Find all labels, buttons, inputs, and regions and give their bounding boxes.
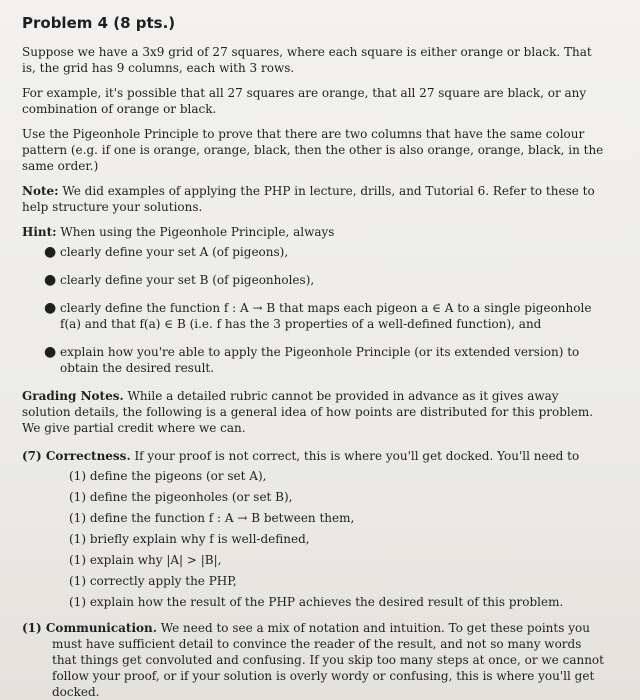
note-paragraph bbox=[22, 183, 606, 215]
communication-text: We need to see a mix of notation and intuition. To get these points you must have sufficient detail to convince the reader of the result, and not so many words that things get convoluted and confusing. If you skip too many steps at once, or we cannot follow your proof, or if your solution is overly wordy or confusing, this is where you'll get docked. bbox=[52, 621, 604, 699]
hint-bullet: ● explain how you're able to apply the Pigeonhole Principle (or its extended version) to obtain the desired result. bbox=[44, 344, 580, 375]
bullet-icon: ● bbox=[44, 244, 57, 260]
intro-paragraph-3: Use the Pigeonhole Principle to prove that there are two columns that have the same colour pattern (e.g. if one is orange, orange, black, then the other is also orange, orange, black, in the same order.) bbox=[22, 127, 604, 173]
correctness-heading bbox=[22, 448, 606, 464]
intro-paragraph-2: For example, it's possible that all 27 squares are orange, that all 27 square are black, or any combination of orange or black. bbox=[22, 86, 587, 116]
bullet-icon: ● bbox=[44, 344, 57, 360]
correctness-item: (1) explain how the result of the PHP achieves the desired result of this problem. bbox=[69, 595, 564, 609]
correctness-item: (1) explain why |A| > |B|, bbox=[69, 553, 222, 567]
grading-notes-paragraph bbox=[22, 388, 606, 436]
problem-title: Problem 4 (8 pts.) bbox=[22, 14, 176, 32]
correctness-item: (1) briefly explain why f is well-defined, bbox=[69, 532, 310, 546]
correctness-text: If your proof is not correct, this is where you'll get docked. You'll need to bbox=[130, 449, 580, 463]
correctness-item: (1) define the pigeons (or set A), bbox=[69, 469, 267, 483]
correctness-label: (7) Correctness. bbox=[22, 449, 131, 463]
note-text: We did examples of applying the PHP in lecture, drills, and Tutorial 6. Refer to these to help structure your solutions. bbox=[22, 184, 595, 214]
hint-paragraph bbox=[22, 224, 606, 240]
hint-bullet: ● clearly define your set A (of pigeons), bbox=[44, 244, 289, 260]
grading-label: Grading Notes. bbox=[22, 389, 124, 403]
hint-bullet-list bbox=[22, 244, 606, 376]
communication-label: (1) Communication. bbox=[22, 621, 157, 635]
correctness-item: (1) correctly apply the PHP, bbox=[69, 574, 237, 588]
note-label: Note: bbox=[22, 184, 59, 198]
hint-bullet: ● clearly define the function f : A → B that maps each pigeon a ∈ A to a single pigeonhole f(a) and that f(a) ∈ B (i.e. f has the 3 properties of a well-defined function), and bbox=[44, 300, 592, 331]
correctness-item: (1) define the function f : A → B between them, bbox=[69, 511, 355, 525]
hint-label: Hint: bbox=[22, 225, 57, 239]
bullet-icon: ● bbox=[44, 300, 57, 316]
correctness-item: (1) define the pigeonholes (or set B), bbox=[69, 490, 293, 504]
communication-paragraph bbox=[22, 620, 606, 700]
correctness-list bbox=[22, 468, 606, 610]
hint-text: When using the Pigeonhole Principle, always bbox=[56, 225, 335, 239]
grading-text: While a detailed rubric cannot be provided in advance as it gives away solution details, the following is a general idea of how points are distributed for this problem. We give partial credit where we can. bbox=[22, 389, 594, 435]
bullet-icon: ● bbox=[44, 272, 57, 288]
hint-bullet: ● clearly define your set B (of pigeonholes), bbox=[44, 272, 315, 288]
intro-paragraph-1: Suppose we have a 3x9 grid of 27 squares, where each square is either orange or black. That is, the grid has 9 columns, each with 3 rows. bbox=[22, 45, 592, 75]
